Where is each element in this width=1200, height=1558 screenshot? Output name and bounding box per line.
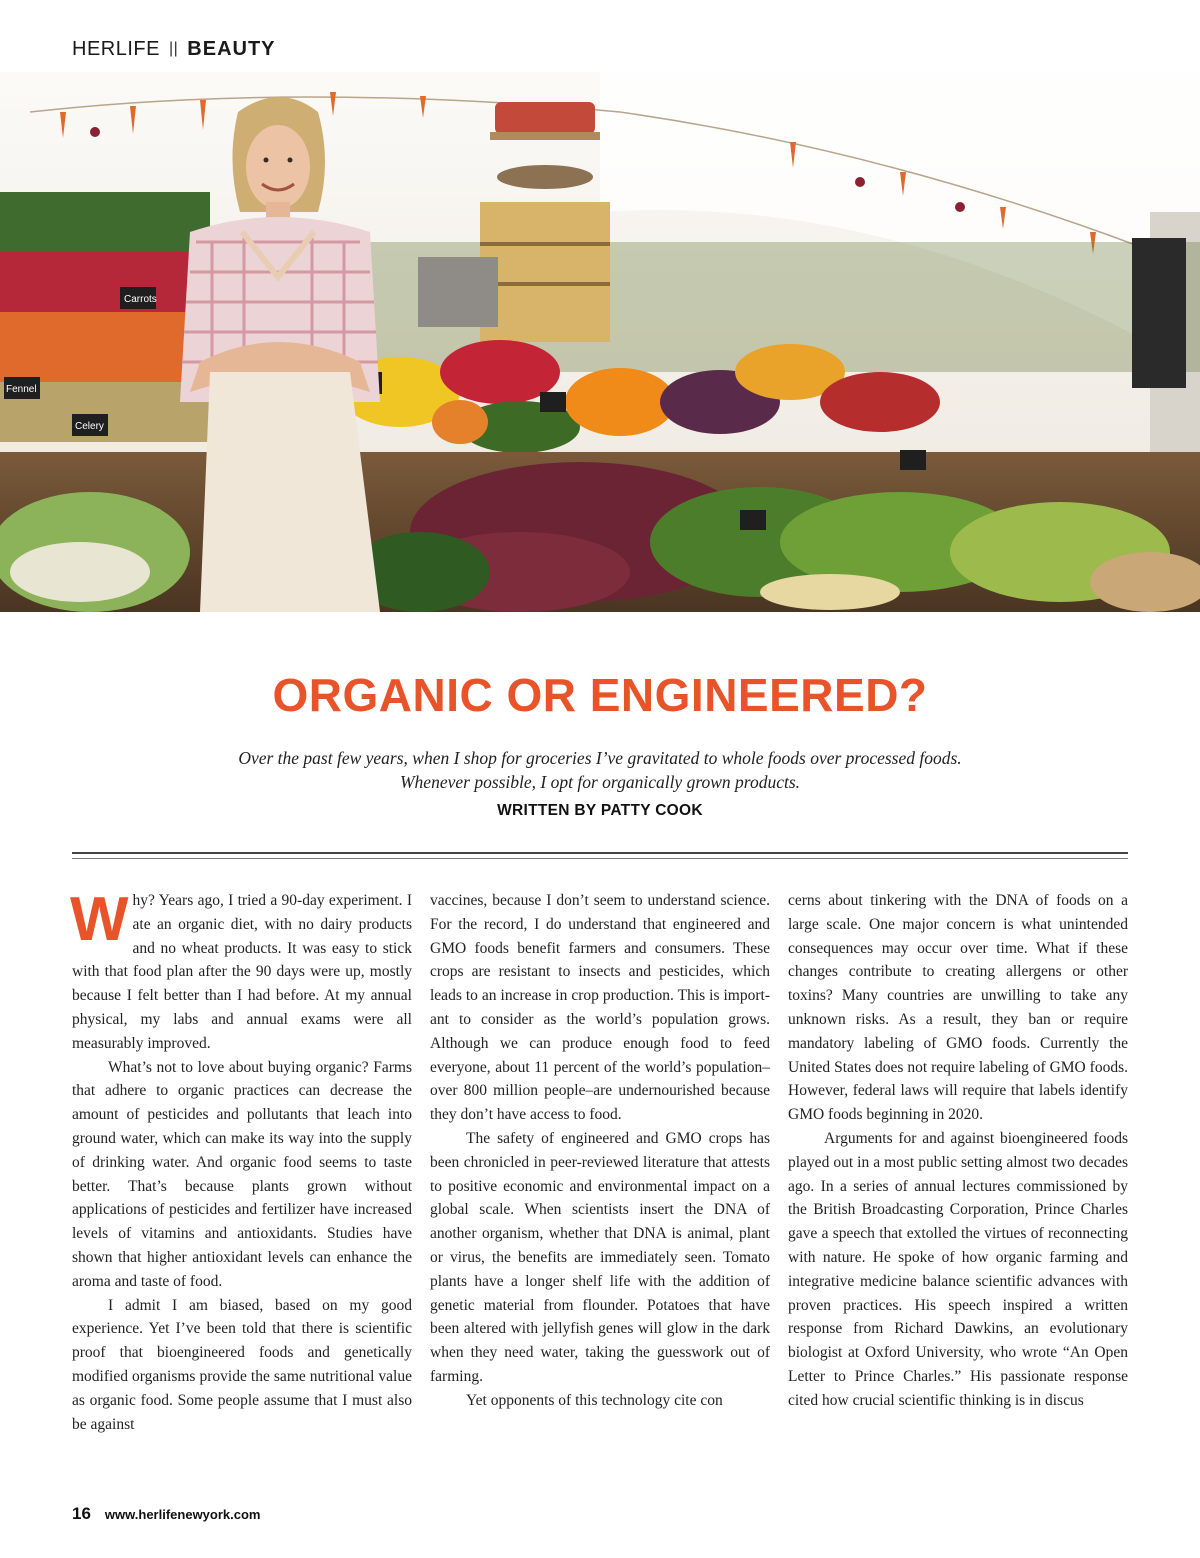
drop-cap: W: [70, 885, 129, 954]
paragraph: [70, 885, 412, 1056]
column-1: [70, 885, 412, 1489]
paragraph: What’s not to love about buying organic? Farms that adhere to organic practices can decrease the amount of pesticides and pollutants that leach into ground water, which can make its way into the supply of drinking water. And organic food seems to taste better. That’s because plants grown without applications of pesticides and fertilizer have increased levels of vitamins and antioxidants. Studies have shown that higher antioxidant levels can enhance the aroma and taste of food.: [72, 1058, 412, 1290]
deck-line-1: Over the past few years, when I shop for groceries I’ve gravitated to whole foods over processed foods.: [238, 748, 962, 768]
paragraph: I admit I am biased, based on my good experience. Yet I’ve been told that there is scientific proof that bioengineered foods and genetically modified organisms provide the same nutritional value as organic food. Some people assume that I must also be against: [72, 1296, 412, 1433]
column-2: [430, 889, 770, 1489]
page-footer: [72, 1504, 260, 1526]
article-deck: [100, 746, 1100, 794]
deck-line-2: Whenever possible, I opt for organically grown products.: [399, 772, 801, 792]
chalk-label-carrots: Carrots: [124, 294, 157, 305]
divider-rule-thin: [72, 858, 1128, 859]
divider-rule: [72, 852, 1128, 854]
paragraph-text: hy? Years ago, I tried a 90-day experiment. I ate an organic diet, with no dairy products and no wheat products. It was easy to stick with that food plan after the 90 days were up, mostly because I felt better than I had before. At my annual physical, my labs and annual exams were all measurably improved.: [72, 892, 412, 1052]
website-link[interactable]: www.herlifenewyork.com: [104, 1507, 261, 1522]
chalk-label-fennel: Fennel: [6, 384, 37, 395]
hero-photo: [0, 72, 1200, 612]
article-body: [70, 885, 1128, 1489]
paragraph: cerns about tinkering with the DNA of foods on a large scale. One major concern is what unintended consequences may occur over time. What if these changes contribute to creating allergens or other toxins? Many countries are unwilling to take any unknown risks. As a result, they ban or require mandatory labeling of GMO foods. Currently the United States does not require labeling of GMO foods. However, federal laws will require that labels identify GMO foods beginning in 2020.: [788, 892, 1128, 1124]
running-header: [72, 34, 276, 64]
paragraph: The safety of engineered and GMO crops has been chronicled in peer-reviewed literature that attests to positive economic and environmental impact on a global scale. When scientists insert the DNA of another organism, whether that DNA is animal, plant or virus, the benefits are immediately seen. Tomato plants have a longer shelf life with the addition of genetic material from flounder. Potatoes that have been altered with jellyfish genes will glow in the dark when they need water, taking the guesswork out of farming.: [430, 1129, 770, 1385]
paragraph: Yet opponents of this technology cite con: [466, 1391, 723, 1409]
page-number: 16: [72, 1504, 91, 1523]
byline: WRITTEN BY PATTY COOK: [497, 802, 703, 819]
article-title: ORGANIC OR ENGINEERED?: [272, 669, 928, 721]
publication-name: HERLIFE: [72, 37, 160, 60]
header-separator: ||: [168, 40, 179, 57]
chalk-label-celery: Celery: [75, 421, 104, 432]
section-name: BEAUTY: [187, 37, 276, 60]
column-3: [788, 889, 1128, 1489]
paragraph: Arguments for and against bioengineered foods played out in a most public setting almost two decades ago. In a series of annual lectures commissioned by the British Broadcasting Corporation, Prince Charles gave a speech that extolled the virtues of reconnecting with nature. He spoke of how organic farming and integrative medicine balance scientific advances with proven practices. His speech inspired a written response from Richard Dawkins, an evolutionary biologist at Oxford University, who wrote “An Open Letter to Prince Charles.” His passionate response cited how crucial scientific thinking is in discus: [788, 1129, 1128, 1409]
paragraph: vaccines, because I don’t seem to understand science. For the record, I do understand that engineered and GMO foods benefit farmers and consumers. These crops are resistant to insects and pesticides, which leads to an increase in crop production. This is important to consider as the world’s population grows. Although we can produce enough food to feed everyone, about 11 percent of the world’s population–over 800 million people–are undernourished because they don’t have access to food.: [430, 892, 770, 1124]
